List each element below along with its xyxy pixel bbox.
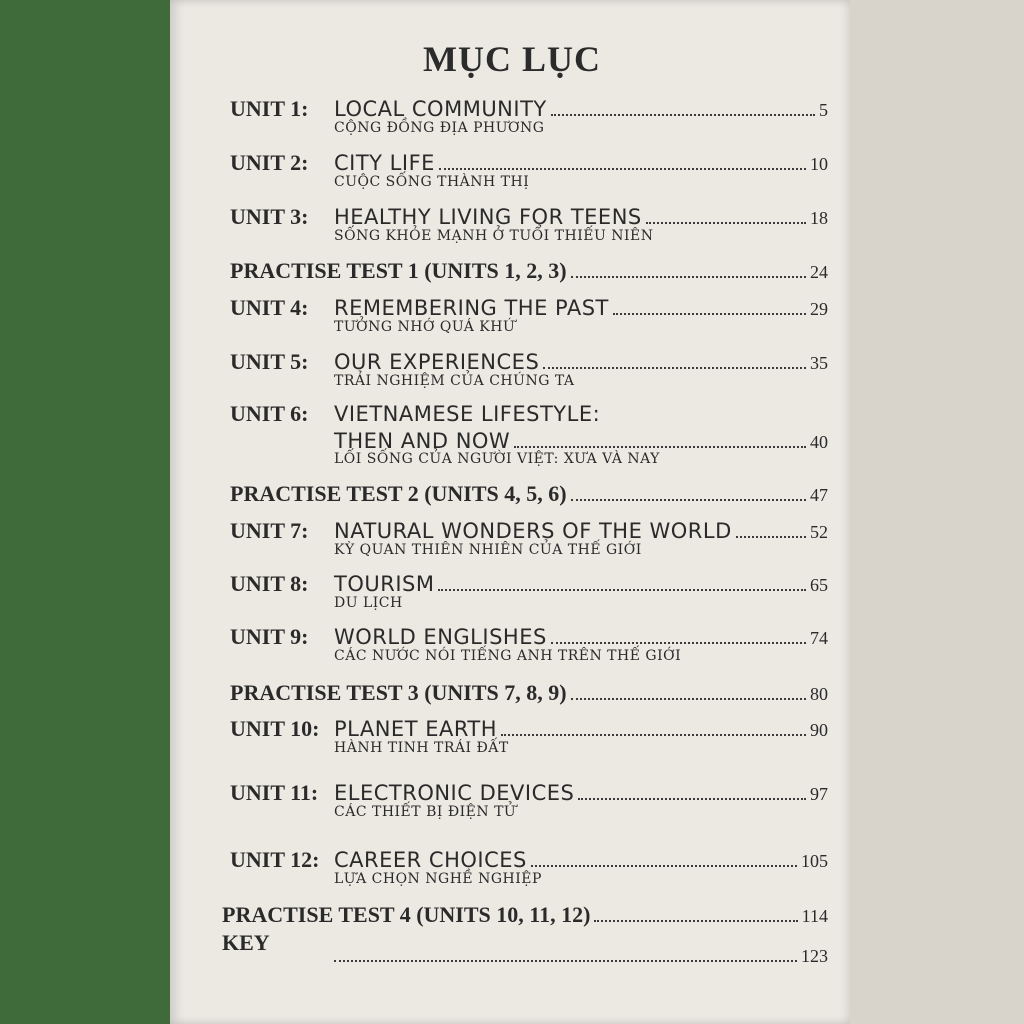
- unit-title-en: CITY LIFE: [334, 151, 435, 175]
- dot-leader: [594, 920, 797, 922]
- dot-leader: [514, 446, 806, 448]
- toc-entry-unit-4[interactable]: [230, 295, 828, 335]
- dot-leader: [439, 168, 806, 170]
- dot-leader: [531, 865, 797, 867]
- unit-label: UNIT 2:: [230, 150, 309, 175]
- unit-title-vi: LỰA CHỌN NGHỀ NGHIỆP: [334, 871, 542, 887]
- unit-title-vi: CÁC THIẾT BỊ ĐIỆN TỬ: [334, 804, 517, 820]
- page-number: 40: [810, 432, 828, 452]
- page-number: 52: [810, 522, 828, 542]
- unit-title-vi: LỐI SỐNG CỦA NGƯỜI VIỆT: XƯA VÀ NAY: [334, 451, 660, 467]
- dot-leader: [571, 499, 806, 501]
- page-number: 24: [810, 262, 828, 282]
- unit-title-en: VIETNAMESE LIFESTYLE:: [334, 402, 601, 426]
- page-number: 65: [810, 575, 828, 595]
- page-number: 105: [801, 851, 828, 871]
- unit-title-en: LOCAL COMMUNITY: [334, 97, 547, 121]
- test-title: PRACTISE TEST 4 (UNITS 10, 11, 12): [222, 902, 591, 927]
- page-number: 29: [810, 299, 828, 319]
- key-label[interactable]: KEY: [222, 930, 270, 955]
- unit-title-en: REMEMBERING THE PAST: [334, 296, 609, 320]
- toc-entry-practise-test-4[interactable]: [222, 902, 828, 928]
- test-title: PRACTISE TEST 3 (UNITS 7, 8, 9): [230, 680, 567, 705]
- page-number: 123: [801, 946, 828, 966]
- page-number: 114: [801, 906, 828, 926]
- dot-leader: [501, 734, 806, 736]
- toc-entry-key[interactable]: [330, 946, 828, 967]
- unit-title-vi: CÁC NƯỚC NÓI TIẾNG ANH TRÊN THẾ GIỚI: [334, 648, 682, 664]
- toc-entry-practise-test-2[interactable]: [230, 481, 828, 507]
- unit-label: UNIT 11:: [230, 780, 319, 805]
- unit-title-en: TOURISM: [334, 572, 435, 596]
- dot-leader: [551, 114, 815, 116]
- unit-title-vi: DU LỊCH: [334, 595, 403, 611]
- unit-title-vi: TRẢI NGHIỆM CỦA CHÚNG TA: [334, 373, 575, 389]
- unit-title-en: OUR EXPERIENCES: [334, 350, 540, 374]
- toc-entry-unit-9[interactable]: [230, 624, 828, 664]
- unit-label: UNIT 8:: [230, 571, 309, 596]
- page-number: 97: [810, 784, 828, 804]
- toc-entry-unit-6[interactable]: [230, 401, 828, 467]
- toc-entry-unit-8[interactable]: [230, 571, 828, 611]
- unit-title-en: PLANET EARTH: [334, 717, 498, 741]
- unit-title-vi: HÀNH TINH TRÁI ĐẤT: [334, 740, 509, 756]
- toc-entry-unit-12[interactable]: [230, 847, 828, 887]
- unit-title-en: NATURAL WONDERS OF THE WORLD: [334, 519, 732, 543]
- toc-entry-unit-2[interactable]: [230, 150, 828, 190]
- toc-entry-unit-3[interactable]: [230, 204, 828, 244]
- unit-label: UNIT 7:: [230, 518, 309, 543]
- unit-title-vi: KỲ QUAN THIÊN NHIÊN CỦA THẾ GIỚI: [334, 542, 642, 558]
- toc-entry-unit-10[interactable]: [230, 716, 828, 756]
- page-number: 90: [810, 720, 828, 740]
- dot-leader: [646, 222, 806, 224]
- toc-entry-unit-5[interactable]: [230, 349, 828, 389]
- unit-label: UNIT 5:: [230, 349, 309, 374]
- test-title: PRACTISE TEST 2 (UNITS 4, 5, 6): [230, 481, 567, 506]
- dot-leader: [578, 798, 806, 800]
- dot-leader: [613, 313, 806, 315]
- unit-title-en: HEALTHY LIVING FOR TEENS: [334, 205, 642, 229]
- unit-label: UNIT 1:: [230, 96, 309, 121]
- unit-label: UNIT 10:: [230, 716, 320, 741]
- unit-label: UNIT 6:: [230, 401, 309, 426]
- page-number: 18: [810, 208, 828, 228]
- unit-title-en-line-2: THEN AND NOW: [334, 429, 511, 453]
- test-title: PRACTISE TEST 1 (UNITS 1, 2, 3): [230, 258, 567, 283]
- page-number: 74: [810, 628, 828, 648]
- unit-label: UNIT 12:: [230, 847, 320, 872]
- dot-leader: [571, 276, 806, 278]
- toc-entry-unit-11[interactable]: [230, 780, 828, 820]
- unit-label: UNIT 3:: [230, 204, 309, 229]
- unit-title-en: WORLD ENGLISHES: [334, 625, 547, 649]
- page-number: 80: [810, 684, 828, 704]
- unit-title-vi: CỘNG ĐỒNG ĐỊA PHƯƠNG: [334, 120, 545, 136]
- toc-entry-practise-test-3[interactable]: [230, 680, 828, 706]
- unit-title-en: CAREER CHOICES: [334, 848, 527, 872]
- dot-leader: [571, 698, 806, 700]
- unit-title-vi: SỐNG KHỎE MẠNH Ở TUỔI THIẾU NIÊN: [334, 228, 654, 244]
- toc-entry-practise-test-1[interactable]: [230, 258, 828, 284]
- page-number: 35: [810, 353, 828, 373]
- page-title: MỤC LỤC: [423, 39, 601, 79]
- toc-entry-unit-1[interactable]: [230, 96, 828, 136]
- dot-leader: [438, 589, 806, 591]
- page-number: 10: [810, 154, 828, 174]
- unit-label: UNIT 9:: [230, 624, 309, 649]
- toc-entry-unit-7[interactable]: [230, 518, 828, 558]
- unit-label: UNIT 4:: [230, 295, 309, 320]
- page-number: 47: [810, 485, 828, 505]
- adjacent-page-edge: [850, 0, 1024, 1024]
- unit-title-en: ELECTRONIC DEVICES: [334, 781, 575, 805]
- dot-leader: [736, 536, 806, 538]
- dot-leader: [543, 367, 806, 369]
- dot-leader: [551, 642, 806, 644]
- unit-title-vi: CUỘC SỐNG THÀNH THỊ: [334, 174, 530, 190]
- dot-leader: [334, 960, 797, 962]
- page-number: 5: [819, 100, 828, 120]
- unit-title-vi: TƯỞNG NHỚ QUÁ KHỨ: [334, 319, 516, 335]
